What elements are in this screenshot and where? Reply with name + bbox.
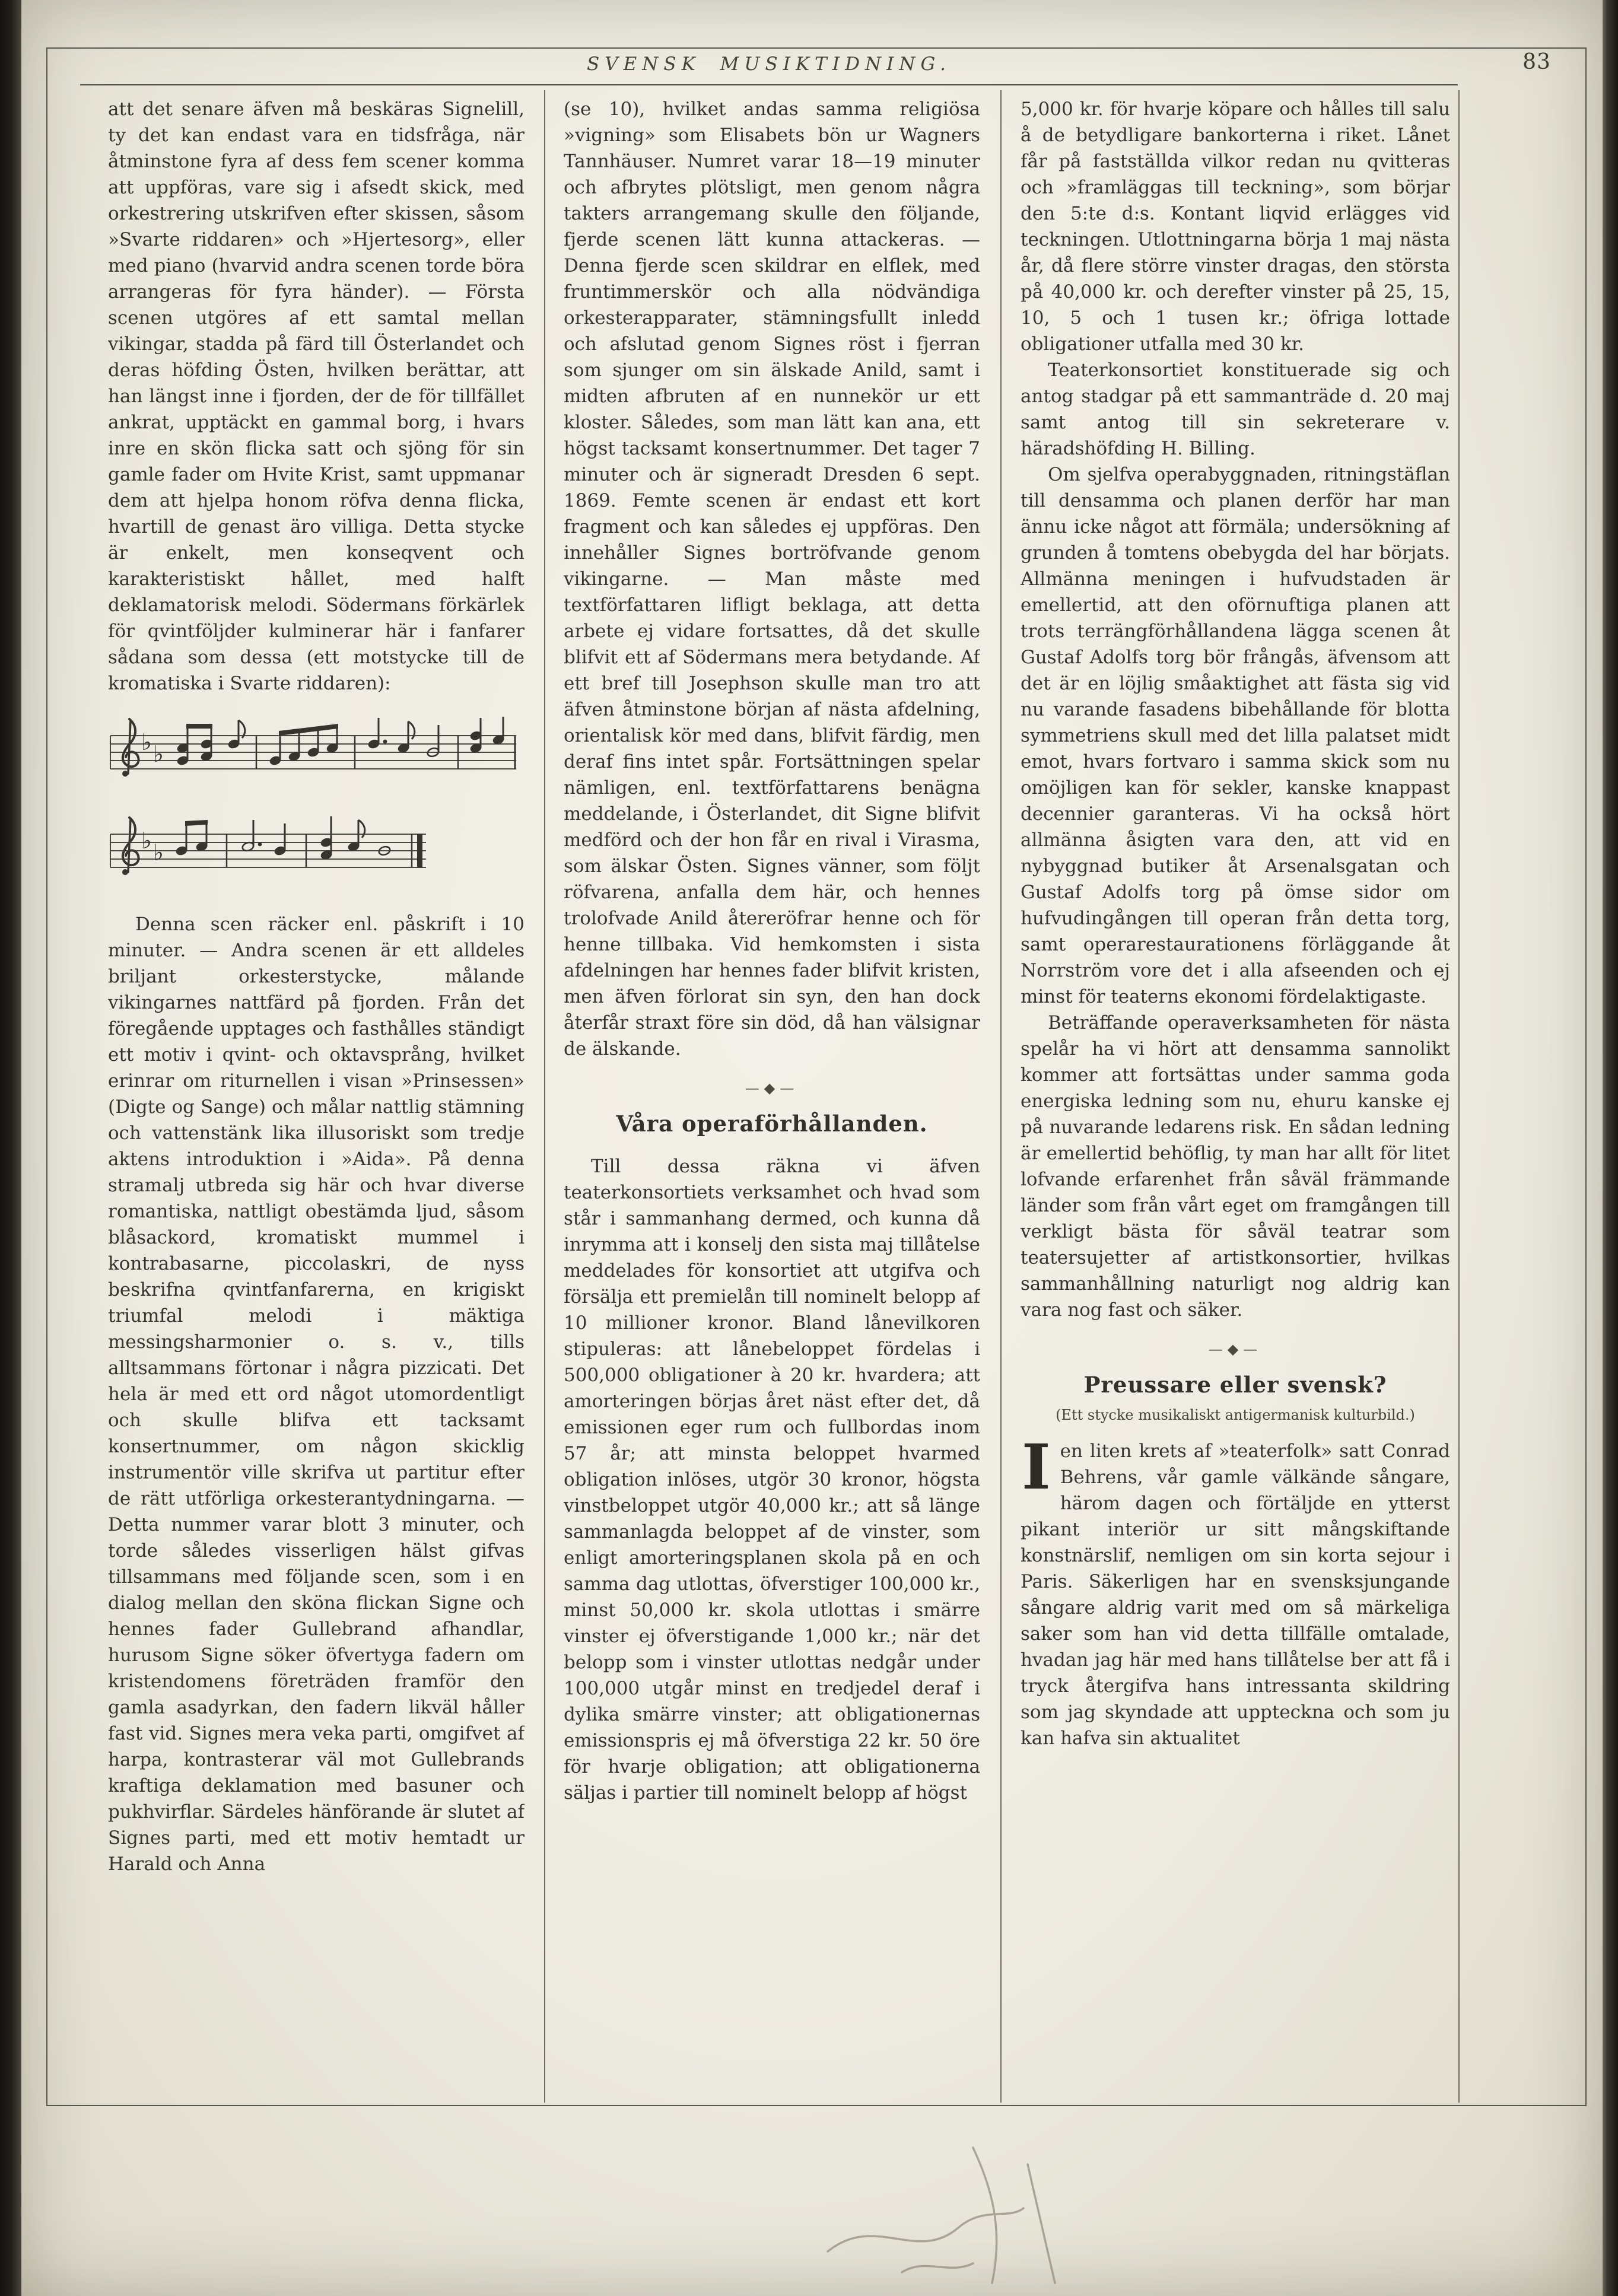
column-divider-1 <box>544 90 545 2103</box>
paragraph: att det senare äfven må beskäras Signelill, ty det kan endast vara en tidsfråga, när åtminstone fyra af dess fem scener komma att uppföras, vare sig i afsedt skick, med orkestrering utskrifven efter skissen, såsom »Svarte riddaren» och »Hjertesorg», eller med piano (hvarvid andra scenen torde böra arrangeras för fyra händer). — Första scenen utgöres af ett samtal mellan vikingar, stadda på färd till Österlandet och deras höfding Östen, hvilken berättar, att han längst inne i fjorden, der de för tillfället ankrat, upptäckt en gammal borg, i hvars inre en skön flicka satt och sjöng för sin gamle fader om Hvite Krist, samt uppmanar dem att hjelpa honom röfva denna flicka, hvartill de genast äro villiga. Detta stycke är enkelt, men konseqvent och karakteristiskt hållet, med halft deklamatorisk melodi. Södermans förkärlek för qvintföljder kulminerar här i fanfarer sådana som dessa (ett motstycke till de kromatiska i Svarte riddaren): <box>108 98 525 694</box>
flat-sign-icon: ♭ <box>141 828 152 854</box>
paragraph: Beträffande operaverksamheten för nästa spelår ha vi hört att densamma sannolikt kommer att fortsättas under samma goda energiska ledning som nu, ehuru kanske ej på nuvarande ledarens risk. En sådan ledning är emellertid behöflig, ty man har allt för litet lofvande erfarenhet från såväl främmande länder som från vårt eget om framgången till verkligt bästa för såväl teatrar som teatersujetter af artistkonsortier, hvilkas sammanhållning naturligt nog aldrig kan vara nog fast och säker. <box>1021 1012 1450 1321</box>
column-1 <box>108 96 525 2101</box>
paragraph: (se 10), hvilket andas samma religiösa »vigning» som Elisabets bön ur Wagners Tannhäuser. Numret varar 18—19 minuter och afbrytes plötsligt, men genom några takters arrangemang skulle den följande, fjerde scenen lätt kunna attackeras. — Denna fjerde scen skildrar en elflek, med fruntimmerskör och alla nödvändiga orkesterapparater, stämningsfullt inledd och afslutad genom Signes röst i fjerran som sjunger om sin älskade Anild, samt i midten afbruten af en nunnekör ur ett kloster. Således, som man lätt kan ana, ett högst tacksamt konsertnummer. Det tager 7 minuter och är signeradt Dresden 6 sept. 1869. Femte scenen är endast ett kort fragment och kan således ej uppföras. Den innehåller Signes bortröfvande genom vikingarne. — Man måste med textförfattaren lifligt beklaga, att detta arbete ej vidare fortsattes, då det skulle blifvit ett af Södermans mera betydande. Af ett bref till Josephson skulle man tro att äfven åtminstone början af nästa afdelning, orientalisk kör med dans, blifvit färdig, men deraf fins intet spår. Fortsättningen spelar nämligen, enl. textförfattarens benägna meddelande, i Österlandet, dit Signe blifvit medförd och der hon får en rival i Virasma, som älskar Östen. Signes vänner, som följt röfvarena, anfalla dem här, och hennes trolofvade Anild återeröfrar henne och för henne tillbaka. Vid hemkomsten i sista afdelningen har hennes fader blifvit kristen, men äfven förlorat sin syn, den han dock återfår straxt före sin död, då han välsignar de älskande. <box>564 98 980 1060</box>
music-staff-1 <box>108 712 519 800</box>
music-staff-2 <box>108 813 428 893</box>
flat-sign-icon: ♭ <box>153 839 164 866</box>
column-2 <box>564 96 980 2101</box>
paragraph: Om sjelfva operabyggnaden, ritningstäflan till densamma och planen derför har man ännu icke något att förmäla; undersökning af grunden å tomtens obebygda del har börjats. Allmänna meningen i hufvudstaden är emellertid, att den oförnuftiga planen att trots terrängförhållandena lägga scenen åt Gustaf Adolfs torg bör frångås, äfvensom att det är en löjlig småaktighet att fästa sig vid nu varande fasadens bibehållande för blotta symmetriens skull med det lilla palatset midt emot, hvars fortvaro i samma skick som nu omöjligen kan för sekler, kanske knappast decennier garanteras. Vi ha också hört allmänna åsigten vara den, att vid en nybyggnad butiker åt Arsenalsgatan och Gustaf Adolfs torg på ömse sidor om hufvudingången till operan från detta torg, samt operarestaurationens förläggande åt Norrström vore det i alla afseenden och ej minst för teaterns ekonomi fördelaktigaste. <box>1021 464 1450 1007</box>
pencil-marks <box>795 2130 1151 2290</box>
separator-ornament-icon: —◆— <box>1208 1341 1263 1357</box>
paragraph-text: en liten krets af »teaterfolk» satt Conrad Behrens, vår gamle välkände sångare, härom dagen och förtäljde en ytterst pikant interiör ur sitt mångskiftande konstnärslif, nemligen om sin korta sejour i Paris. Säkerligen har en svensksjungande sångare aldrig varit med om så märkeliga saker som han vid detta tillfälle omtalade, hvadan jag här med hans tillåtelse ber att få i tryck återgifva hans intressanta skildring som jag skyndade att uppteckna och som ju kan hafva sin aktualitet <box>1021 1440 1450 1749</box>
final-barline <box>417 834 422 867</box>
music-notation <box>108 712 525 893</box>
flat-sign-icon: ♭ <box>153 741 164 767</box>
column-divider-right <box>1458 90 1460 2103</box>
column-3 <box>1021 96 1450 2101</box>
treble-clef-icon <box>122 719 139 777</box>
treble-clef-icon <box>122 818 139 875</box>
notes-bar-2 <box>269 724 338 766</box>
column-divider-2 <box>1000 90 1002 2103</box>
paragraph: Teaterkonsortiet konstituerade sig och antog stadgar på ett sammanträde d. 20 maj samt antog till sin sekreterare v. häradshöfding H. Billing. <box>1021 360 1450 459</box>
notes-bar-3 <box>320 816 391 860</box>
header-rule <box>80 84 1458 85</box>
section-separator <box>564 1075 980 1101</box>
notes-bar-1 <box>176 720 244 766</box>
journal-title: SVENSK MUSIKTIDNING. <box>587 53 951 75</box>
section-heading-opera: Våra operaförhållanden. <box>616 1111 928 1137</box>
ornamental-initial: I <box>1022 1430 1051 1503</box>
paragraph: 5,000 kr. för hvarje köpare och hålles till salu å de betydligare bankorterna i riket. Lånet får på fastställda vilkor redan nu qvitteras och »framläggas till teckning», som börjar den 5:te d:s. Kontant liqvid erlägges vid teckningen. Utlottningarna börja 1 maj nästa år, då flere större vinster dragas, den största på 40,000 kr. och derefter vinster på 25, 15, 10, 5 och 1 tusen kr.; öfriga lottade obligationer utfalla med 30 kr. <box>1021 98 1450 355</box>
section-heading-preussare: Preussare eller svensk? <box>1083 1372 1387 1398</box>
paragraph-with-dropcap <box>1021 1430 1450 1751</box>
scan-edge-left <box>0 0 21 2296</box>
paragraph: Till dessa räkna vi äfven teaterkonsortiets verksamhet och hvad som står i sammanhang dermed, och kunna då inrymma att i konselj den sista maj tillåtelse meddelades för konsortiet att utgifva och försälja ett premielån till nominelt belopp af 10 millioner kronor. Bland lånevilkoren stipuleras: att lånebeloppet fördelas i 500,000 obligationer à 20 kr. hvardera; att amorteringen börjas året näst efter det, då emissionen eger rum och fullbordas inom 57 år; att minsta beloppet hvarmed obligation inlöses, utgör 30 kronor, högsta vinstbeloppet utgör 40,000 kr.; att så länge sammanlagda beloppet af de vinster, som enligt amorteringsplanen skola på en och samma dag utlottas, öfverstiger 100,000 kr., minst 50,000 kr. skola utlottas i smärre vinster ej öfverstigande 1,000 kr.; när det belopp som i vinster utlottas nedgår under 100,000 utgår minst en tredjedel deraf i dylika smärre vinster; att obligationernas emissionspris ej må öfverstiga 22 kr. 50 öre för hvarje obligation; att obligationerna säljas i partier till nominelt belopp af högst <box>564 1156 980 1804</box>
paragraph: Denna scen räcker enl. påskrift i 10 minuter. — Andra scenen är ett alldeles briljant orkesterstycke, målande vikingarnes nattfärd på fjorden. Från det föregående upptages och fasthålles ständigt ett motiv i qvint- och oktavsprång, hvilket erinrar om riturnellen i visan »Prinsessen» (Digte og Sange) och målar nattlig stämning och vattenstänk lika illusoriskt som tredje aktens introduktion i »Aida». På denna stramalj utbreda sig här och hvar diverse romantiska, nattligt obestämda ljud, såsom blåsackord, kromatiskt mummel i kontrabasarne, piccolaskri, de nyss beskrifna qvintfanfarerna, en krigiskt triumfal melodi i mäktiga messingsharmonier o. s. v., tills alltsammans förtonar i några pizzicati. Det hela är med ett ord något utomordentligt och skulle blifva ett tacksamt konsertnummer, om någon skicklig instrumentör ville skrifva ut partitur efter de rätt utförliga orkesterantydningarna. — Detta nummer varar blott 3 minuter, och torde således visserligen hälst gifvas tillsammans med följande scen, som i en dialog mellan den sköna flickan Signe och hennes fader Gullebrand afhandlar, hurusom Signe söker öfvertyga fadern om kristendomens företräden framför den gamla asadyrkan, den fadern likväl håller fast vid. Signes mera veka parti, omgifvet af harpa, kontrasterar väl mot Gullebrands kraftiga deklamation med basuner och pukhvirflar. Särdeles hänförande är slutet af Signes parti, med ett motiv hemtadt ur Harald och Anna <box>108 914 525 1875</box>
section-subtitle: (Ett stycke musikaliskt antigermanisk kulturbild.) <box>1056 1407 1415 1423</box>
flat-sign-icon: ♭ <box>141 729 152 755</box>
separator-ornament-icon: —◆— <box>745 1080 799 1096</box>
notes-bar-4 <box>469 717 504 753</box>
scan-edge-right <box>1603 0 1618 2296</box>
page-number: 83 <box>1522 50 1551 74</box>
section-separator <box>1021 1336 1450 1362</box>
